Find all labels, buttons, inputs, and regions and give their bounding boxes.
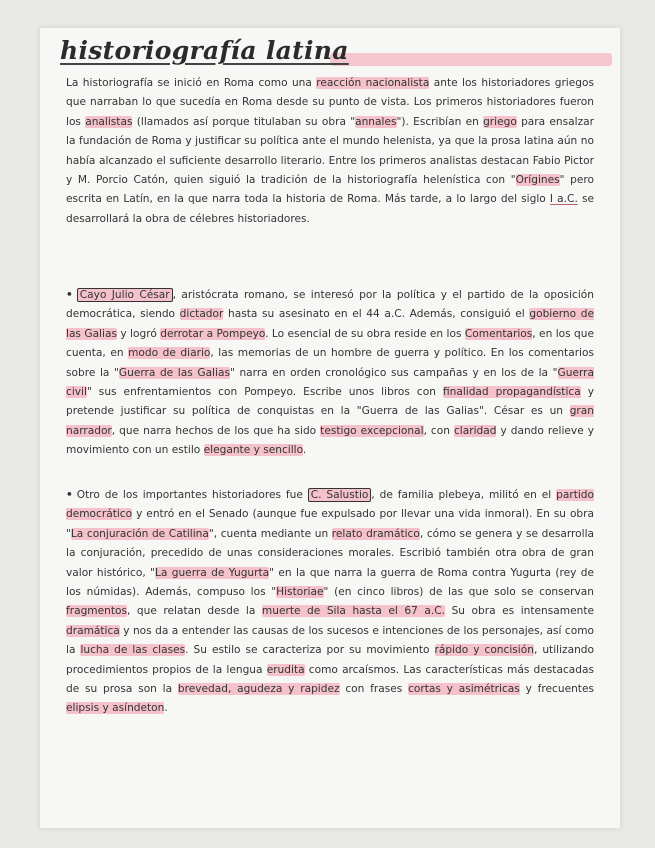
highlight: relato dramático — [331, 527, 420, 540]
highlight: elegante y sencillo — [203, 444, 303, 457]
highlight: lucha de las clases — [80, 644, 186, 657]
text-run: , utilizando procedimientos propios de la lengua — [66, 644, 594, 676]
text-run: " en la que narra la guerra de Roma contra Yugurta (rey de los númidas). Además, compuso los " — [66, 566, 594, 599]
text-run: "). Escribían en — [396, 115, 484, 128]
text-run: " (en cinco libros) de las que solo se conservan — [323, 586, 595, 599]
text-run: ante los historiadores griegos que narraban lo que sucedía en Roma desde su punto de vista. Los primeros historiadores fueron los — [66, 77, 594, 128]
highlight: rápido y concisión — [434, 644, 534, 657]
highlight: elipsis y asíndeton — [66, 702, 165, 715]
paragraph-salustio — [66, 486, 594, 719]
highlight: analistas — [85, 115, 133, 128]
text-run: , con — [423, 424, 454, 437]
highlight: dramática — [66, 624, 120, 637]
highlight: finalidad propagandística — [442, 386, 581, 399]
text-run: ", cuenta mediante un — [208, 527, 332, 540]
text-run: La historiografía se inició en Roma como una — [66, 77, 317, 89]
text-run: , aristócrata romano, se interesó por la política y el partido de la oposición democrática, siendo — [66, 289, 594, 321]
highlight: reacción nacionalista — [316, 77, 430, 89]
highlight-boxed: Cayo Julio César — [77, 288, 173, 302]
text-run: hasta su asesinato en el 44 a.C. Además, consiguió el — [223, 308, 530, 321]
text-run: y nos da a entender las causas de los sucesos e intenciones de los personajes, así como la — [66, 624, 594, 657]
text-run: y logró — [116, 327, 161, 340]
title-highlight-bar — [330, 53, 612, 66]
text-run: y entró en el Senado (aunque fue expulsado por llevar una vida inmoral). En su obra " — [66, 508, 594, 540]
highlight: Comentarios — [464, 327, 533, 340]
text-run: . — [164, 702, 168, 715]
text-run: . Lo esencial de su obra reside en los — [265, 327, 465, 340]
highlight: Guerra de las Galias — [118, 366, 230, 379]
notebook-page — [40, 28, 620, 828]
text-run: , en los que cuenta, en — [66, 327, 594, 360]
text-run: , que relatan desde la — [127, 605, 262, 618]
text-run: , las memorias de un hombre de guerra y político. En los comentarios sobre la " — [66, 347, 594, 379]
highlight: muerte de Sila hasta el 67 a.C. — [261, 605, 446, 618]
bullet: • — [66, 289, 73, 301]
text-run: , que narra hechos de los que ha sido — [111, 424, 321, 437]
text-run: Su obra es intensamente — [445, 605, 594, 618]
highlight: Historiae — [276, 586, 324, 599]
text-run: . — [302, 444, 307, 457]
highlight: griego — [483, 115, 517, 128]
text-run: para ensalzar la fundación de Roma y justificar su política ante el mundo helenista, ya que la prosa latina aún no había alcanzado el suficiente desarrollo literario. Entre los primeros analistas destacan Fabio Pictor y M. Porcio Catón, quien siguió la tradición de la historiografía helenística con " — [66, 115, 594, 187]
text-run: " sus enfrentamientos con Pompeyo. Escribe unos libros con — [86, 386, 443, 399]
paragraph-intro — [66, 74, 594, 229]
text-run: , cómo se genera y se desarrolla la conjuración, precedido de unas consideraciones morales. Escribió también otra obra de gran valor histórico, " — [66, 527, 595, 579]
page-title: historiografía latina — [60, 36, 349, 65]
highlight: claridad — [453, 424, 497, 437]
highlight: derrotar a Pompeyo — [160, 327, 266, 340]
highlight: annales — [355, 115, 397, 128]
highlight: gobierno de las Galias — [66, 308, 594, 340]
highlight: dictador — [179, 308, 224, 321]
underline: I a.C. — [549, 193, 578, 206]
text-run: y frecuentes — [519, 683, 594, 696]
highlight: La guerra de Yugurta — [154, 566, 270, 579]
text-run: " pero escrita en Latín, en la que narra toda la historia de Roma. Más tarde, a lo largo del siglo — [66, 174, 594, 206]
highlight: cortas y asimétricas — [408, 683, 520, 696]
text-run: Otro de los importantes historiadores fue — [76, 489, 308, 501]
highlight: erudita — [266, 663, 305, 676]
highlight: La conjuración de Catilina — [70, 527, 209, 540]
text-run: " narra en orden cronológico sus campañas y en los de la " — [229, 366, 558, 379]
highlight: Orígines — [515, 174, 560, 187]
text-run: . Su estilo se caracteriza por su movimiento — [185, 644, 435, 657]
highlight: brevedad, agudeza y rapidez — [177, 683, 340, 696]
highlight: fragmentos — [66, 605, 128, 618]
text-run: y dando relieve y movimiento con un estilo — [66, 424, 594, 457]
text-run: se desarrollará la obra de célebres historiadores. — [66, 193, 594, 225]
text-run: y pretende justificar su política de conquistas en la "Guerra de las Galias". César es un — [66, 386, 595, 418]
text-run: con frases — [339, 683, 409, 696]
highlight: modo de diario — [128, 347, 211, 360]
highlight-boxed: C. Salustio — [308, 488, 372, 502]
paragraph-julio-cesar — [66, 286, 594, 461]
highlight: partido democrático — [66, 489, 595, 521]
highlight: testigo excepcional — [320, 424, 424, 437]
title-area — [60, 36, 600, 72]
text-run: (llamados así porque titulaban su obra " — [132, 115, 356, 128]
text-run: , de familia plebeya, militó en el — [371, 489, 557, 501]
highlight: gran narrador — [66, 405, 594, 437]
text-run: como arcaísmos. Las características más destacadas de su prosa son la — [66, 663, 594, 696]
highlight: Guerra civil — [66, 366, 594, 399]
bullet: • — [66, 489, 73, 501]
